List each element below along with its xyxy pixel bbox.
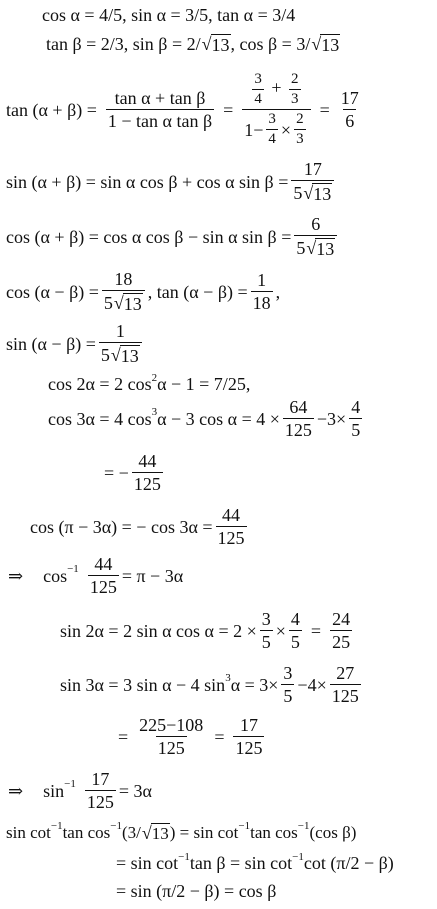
numerator: 17 [239,715,258,735]
exponent: 3 [151,406,158,418]
fraction [216,506,247,547]
equals: = [319,99,330,120]
numerator: 2 [291,71,299,87]
numerator: 3 [283,663,293,683]
line-17-part-c: (3/ [121,823,141,842]
denominator: 5 [283,686,293,706]
sqrt-radicand: 13 [321,35,340,55]
equals: = [214,726,225,747]
numerator: 4 [290,609,300,629]
line-17-part-a: sin cot [6,823,51,842]
implies-arrow: ⇒ [8,780,24,801]
sqrt-symbol: √ [303,183,314,203]
numerator: 3 [261,609,271,629]
line-5 [6,215,340,258]
times: × [280,119,292,140]
fraction [266,112,278,147]
sqrt-symbol: √ [110,345,121,365]
fraction [283,398,314,439]
fraction [251,271,273,312]
numerator: 27 [336,663,355,683]
denominator: 4 [268,131,276,147]
numerator: 17 [340,88,359,108]
coefficient: 5 [100,345,110,365]
fraction [281,664,294,705]
fraction [330,664,361,705]
line-16 [8,770,152,811]
line-1 [42,6,295,24]
sqrt-symbol: √ [306,238,317,258]
line-1-text: cos α = 4/5, sin α = 3/5, tan α = 3/4 [42,5,296,25]
sqrt-symbol: √ [141,822,152,843]
line-8 [48,371,251,394]
line-17-part-e: tan cos [250,823,298,842]
line-17-part-d: ) = sin cot [169,823,239,842]
line-3 [6,72,364,147]
fraction [294,215,337,258]
sqrt-radicand: 13 [211,35,230,55]
fraction [252,72,264,107]
line-8-part-a: cos 2α = 2 cos [48,374,152,394]
compound-numerator [247,72,305,109]
fraction [88,555,119,596]
line-13 [60,610,355,651]
denominator: 125 [235,738,263,758]
numerator: 225−108 [139,715,204,735]
line-15-part-a: = [118,726,129,747]
numerator: 44 [138,451,157,471]
fraction [102,270,145,313]
numerator: 44 [222,505,241,525]
sqrt-symbol: √ [201,34,212,54]
denominator: 25 [332,632,351,652]
numerator: tan α + tan β [114,88,206,108]
fraction [260,610,273,651]
numerator: 1 [257,270,267,290]
denominator [294,235,337,258]
equals: = [310,620,322,641]
line-11 [30,506,250,547]
line-14 [60,664,364,705]
exponent: −1 [110,820,122,832]
line-12-part-b: = π − 3α [121,565,184,586]
line-14-part-a: sin 3α = 3 sin α − 4 sin [60,674,226,695]
numerator: 24 [332,609,351,629]
line-2-part-a: tan β = 2/3, sin β = 2/ [46,34,201,54]
line-6 [6,270,280,313]
line-14-part-c: −4× [297,674,327,695]
numerator: 64 [289,397,308,417]
denominator: 4 [254,91,262,107]
denominator: 5 [351,420,361,440]
line-2-part-c: , cos β = 3/ [230,34,311,54]
exponent: −1 [292,850,304,863]
sqrt-radicand: 13 [120,346,139,366]
line-18-part-b: tan β = sin cot [189,853,293,873]
denominator [291,180,334,203]
line-18-part-a: = sin cot [116,853,179,873]
numerator: 3 [254,71,262,87]
numerator: 18 [114,269,133,289]
denominator: 3 [291,91,299,107]
numerator: 17 [303,159,322,179]
fraction [85,770,116,811]
denominator: 125 [331,686,359,706]
fraction [137,716,205,757]
exponent: 3 [225,672,231,684]
fraction [233,716,264,757]
line-10 [104,452,166,493]
coefficient: 5 [293,183,303,203]
line-9-part-a: cos 3α = 4 cos [48,408,152,429]
compound-fraction [242,72,310,147]
denominator: 6 [345,111,355,131]
fraction [339,89,361,130]
plus: + [271,77,282,98]
numerator: 1 [115,321,125,341]
line-9-part-c: −3× [316,408,347,429]
denominator: 1 − tan α tan β [107,111,213,131]
sqrt-symbol: √ [113,293,124,313]
line-10-part-a: = − [104,462,129,483]
implies-arrow: ⇒ [8,565,24,586]
fraction [291,160,334,203]
line-13-part-a: sin 2α = 2 sin α cos α = 2 × [60,620,257,641]
line-19 [116,882,276,900]
line-7 [6,322,145,365]
fraction [294,112,306,147]
fraction [289,610,302,651]
line-18 [116,850,394,873]
numerator: 44 [94,554,113,574]
exponent: −1 [178,850,190,863]
exponent: −1 [50,820,63,832]
denominator: 125 [217,528,245,548]
exponent: −1 [64,778,76,790]
denominator: 125 [86,792,114,812]
line-9-part-b: α − 3 cos α = 4 × [157,408,280,429]
line-12-part-a: cos [43,565,68,586]
line-19-text: = sin (π/2 − β) = cos β [116,881,277,901]
exponent: 2 [151,371,158,384]
line-16-part-a: sin [43,780,65,801]
denominator: 18 [252,293,271,313]
denominator: 5 [261,632,271,652]
line-2 [46,34,340,54]
coefficient: 5 [103,293,113,313]
line-12 [8,555,183,596]
numerator: 2 [296,111,304,127]
compound-denominator [242,109,310,147]
line-6-mid: , tan (α − β) = [147,281,248,302]
exponent: −1 [297,820,310,832]
denominator: 3 [296,131,304,147]
numerator: 4 [351,397,361,417]
line-18-part-c: cot (π/2 − β) [303,853,394,873]
fraction [106,89,214,130]
numerator: 17 [91,769,110,789]
line-6-tail: , [275,281,281,302]
times: × [275,620,286,641]
line-7-lhs: sin (α − β) = [6,333,96,354]
sqrt-symbol: √ [311,34,322,54]
equals: = [223,99,234,120]
fraction [349,398,362,439]
line-4-lhs: sin (α + β) = sin α cos β + cos α sin β = [6,171,289,192]
line-16-part-b: = 3α [118,780,152,801]
line-9 [48,398,365,439]
denominator [102,290,145,313]
line-14-part-b: α = 3× [230,674,279,695]
fraction [99,322,142,365]
line-11-part-a: cos (π − 3α) = − cos 3α = [30,516,213,537]
line-5-lhs: cos (α + β) = cos α cos β − sin α sin β = [6,226,292,247]
sqrt-radicand: 13 [316,239,335,259]
denominator [99,342,142,365]
fraction [132,452,163,493]
fraction [289,72,301,107]
exponent: −1 [238,820,251,832]
sqrt-radicand: 13 [313,184,332,204]
line-4 [6,160,337,203]
denominator: 125 [89,577,117,597]
line-6-lhs: cos (α − β) = [6,281,99,302]
denominator: 125 [284,420,312,440]
line-8-part-b: α − 1 = 7/25, [157,374,251,394]
denominator: 5 [290,632,300,652]
line-17-part-f: (cos β) [309,823,357,842]
denominator: 125 [157,738,185,758]
line-17-part-b: tan cos [62,823,111,842]
line-15 [118,716,267,757]
sqrt-radicand: 13 [151,824,169,843]
numerator: 6 [311,214,321,234]
fraction [330,610,352,651]
sqrt-radicand: 13 [123,294,142,314]
numerator: 3 [268,111,276,127]
line-17 [6,820,357,843]
denominator: 125 [133,474,161,494]
one-minus: 1− [244,119,264,140]
line-3-lhs: tan (α + β) = [6,99,97,120]
exponent: −1 [67,563,79,575]
coefficient: 5 [296,238,306,258]
